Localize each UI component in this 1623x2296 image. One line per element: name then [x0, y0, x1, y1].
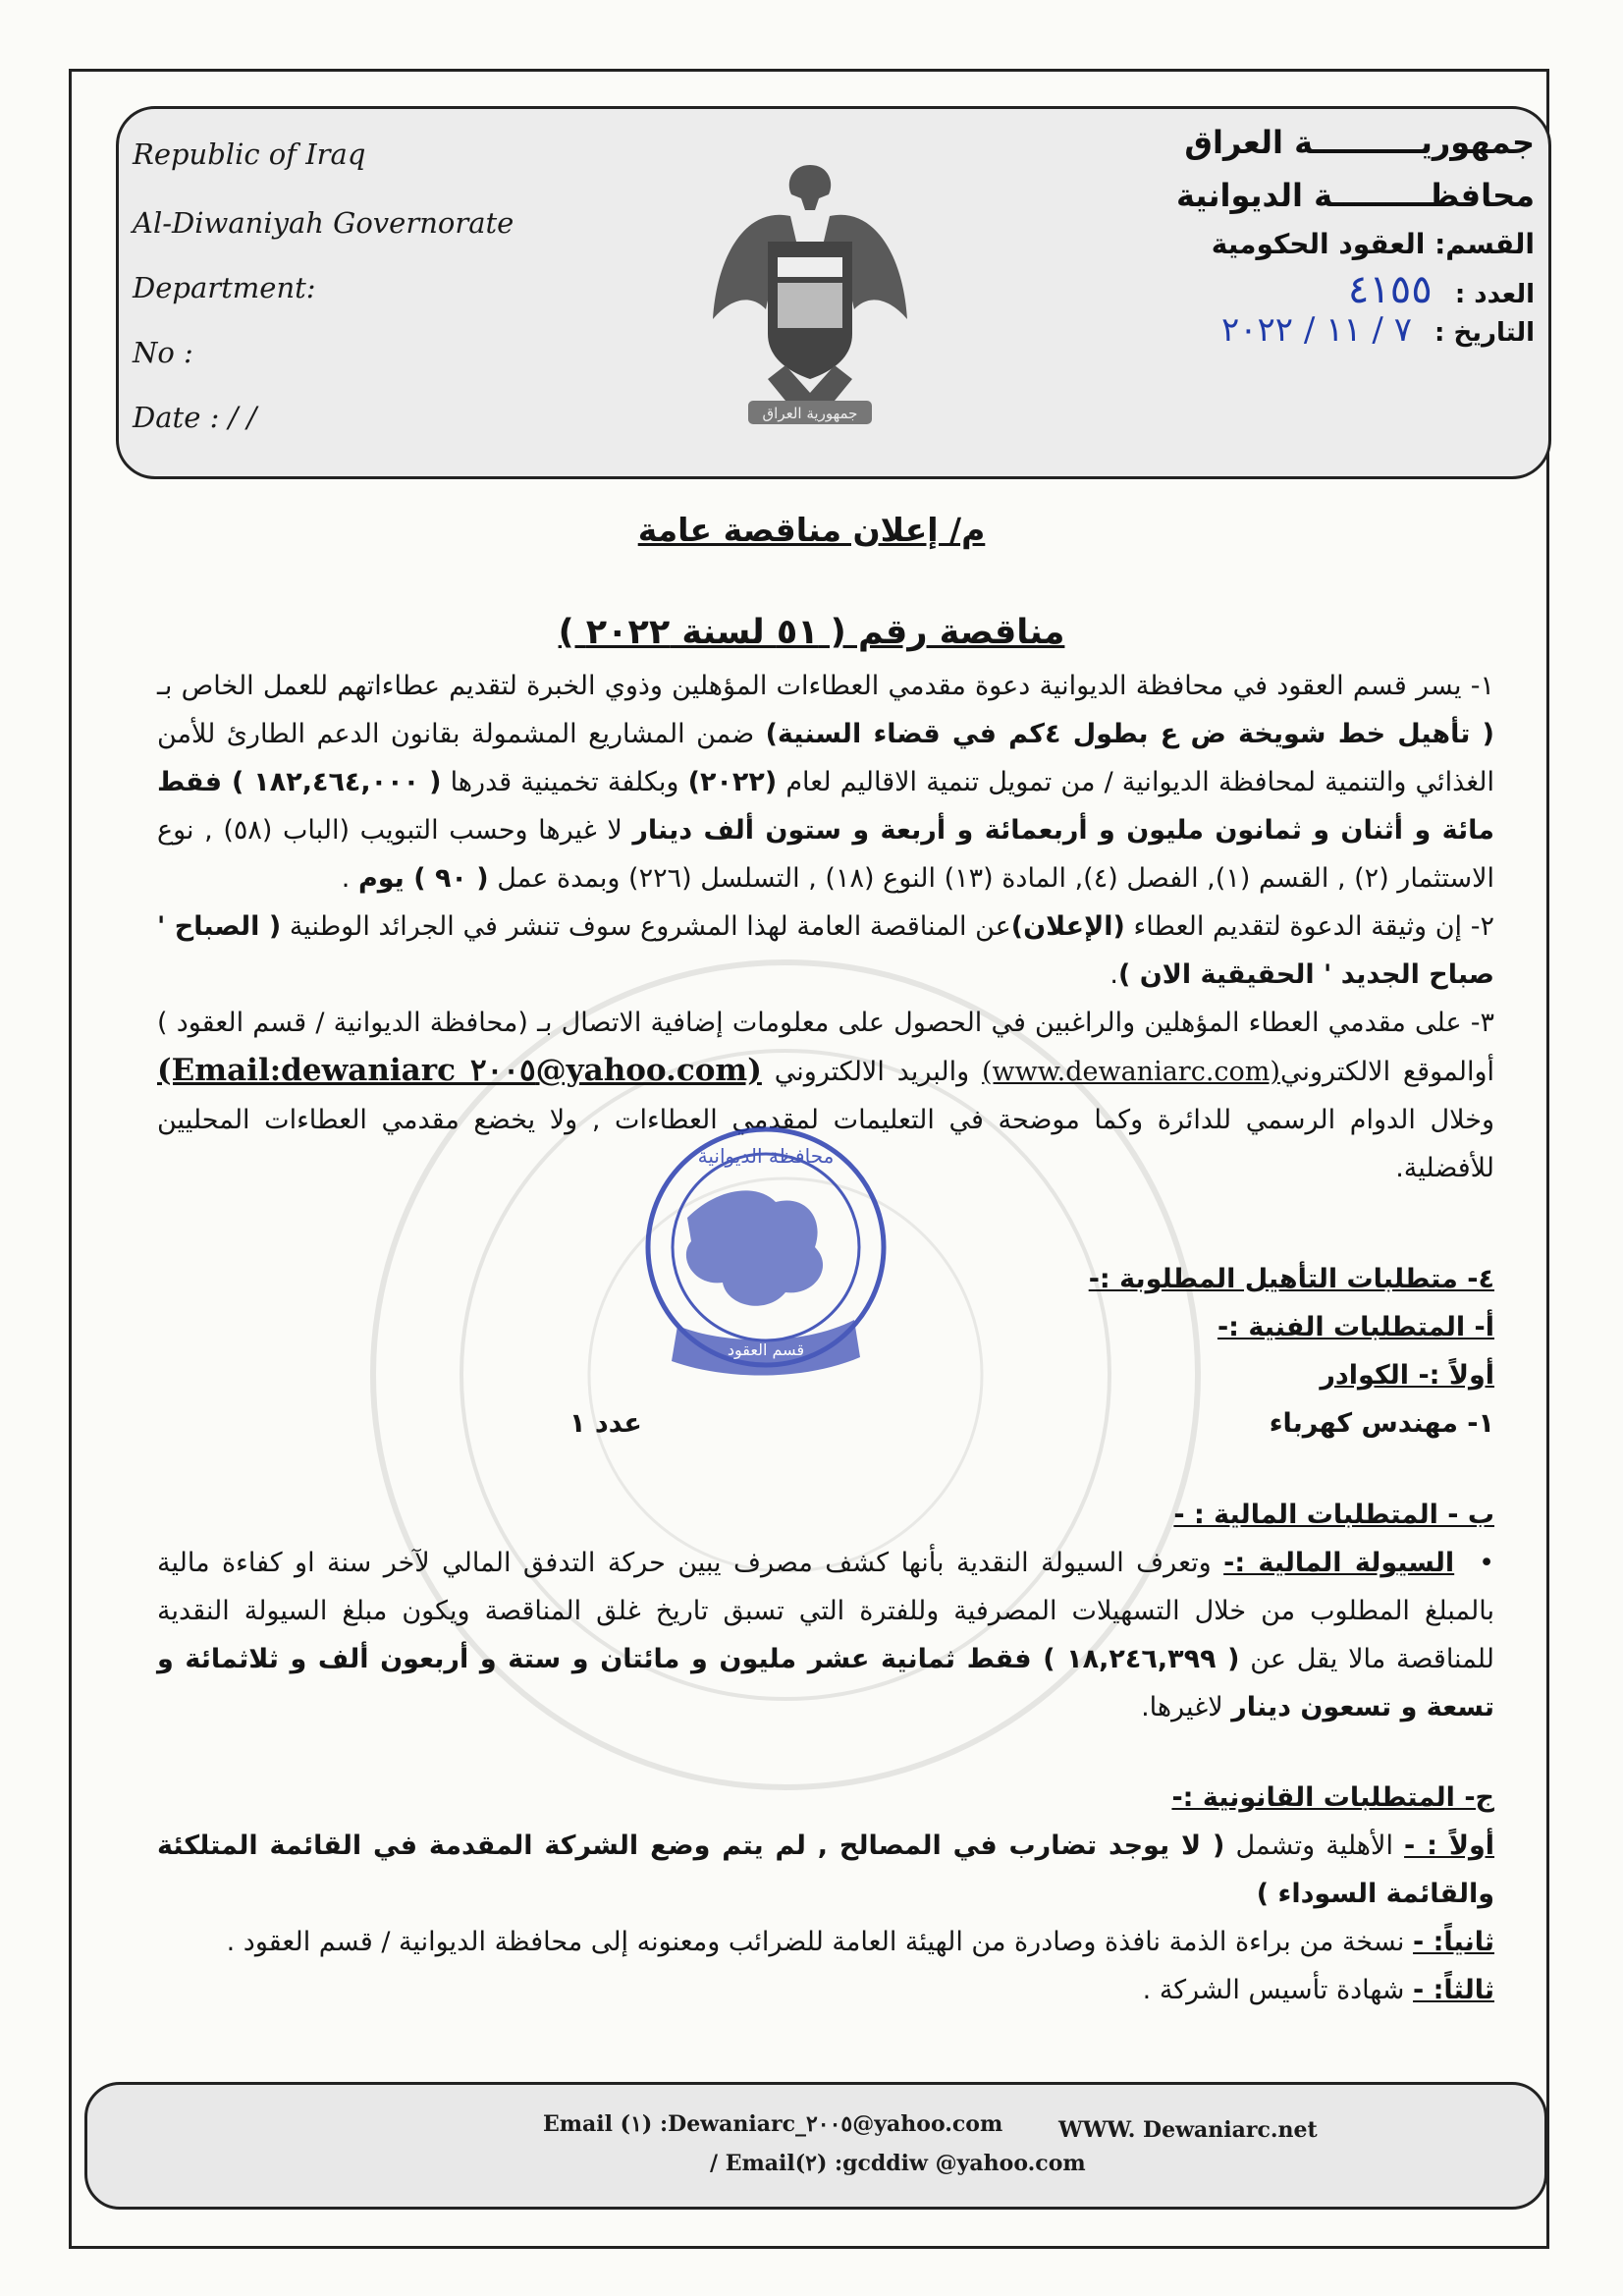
footer	[84, 2082, 1547, 2210]
announcement-title: م/ إعلان مناقصة عامة	[637, 511, 986, 549]
financial-section	[157, 1491, 1494, 1731]
ar-date-label: التاريخ :	[1434, 318, 1535, 348]
en-number: No :	[133, 336, 193, 369]
footer-email-1[interactable]: Email (١) :Dewaniarc_٢٠٠٥@yahoo.com	[543, 2111, 1003, 2137]
en-republic: Republic of Iraq	[133, 137, 366, 171]
footer-email-2[interactable]: / Email(٢) :gcddiw @yahoo.com	[710, 2151, 1086, 2176]
en-date: Date : / /	[133, 401, 257, 434]
ar-governorate: محافظـــــــــة الديوانية	[1176, 177, 1535, 214]
ar-number	[1348, 267, 1535, 312]
cadre-item: ١- مهندس كهرباء عدد ١	[157, 1399, 1494, 1448]
ar-department: القسم: العقود الحكومية	[1211, 228, 1535, 260]
ar-date	[1221, 310, 1535, 350]
emblem-caption: جمهورية العراق	[762, 405, 858, 422]
legal-third: ثالثاً: - شهادة تأسيس الشركة .	[1142, 1975, 1494, 2005]
stamp-text-top: محافظة الديوانية	[697, 1144, 835, 1168]
stamp-text-bottom: قسم العقود	[727, 1340, 805, 1359]
ar-republic: جمهوريــــــــــة العراق	[1184, 124, 1535, 161]
legal-second: ثانياً: - نسخة من براءة الذمة نافذة وصادرة من الهيئة العامة للضرائب ومعنونه إلى محافظة الديوانية / قسم العقود .	[226, 1927, 1494, 1957]
legal-heading: ج- المتطلبات القانونية :-	[1171, 1782, 1494, 1813]
ar-number-value: ٤١٥٥	[1347, 267, 1433, 312]
en-department: Department:	[133, 271, 316, 304]
paragraph-1: ١- يسر قسم العقود في محافظة الديوانية دعوة مقدمي العطاءات المؤهلين وذوي الخبرة لتقديم عطاءاتهم للعمل الخاص بـ ( تأهيل خط شويخة ض ع بطول ٤كم في قضاء السنية) ضمن المشاريع المشمولة بقانون الدعم الطارئ للأمن الغذائي والتنمية لمحافظة الديوانية / من تمويل تنمية الاقاليم لعام (٢٠٢٢) وبكلفة تخمينية قدرها ( ١٨٢,٤٦٤,٠٠٠ ) فقط مائة و أثنان و ثمانون مليون و أربعمائة و أربعة و ستون ألف دينار لا غيرها وحسب التبويب (الباب (٥٨) , نوع الاستثمار (٢) , القسم (١), الفصل (٤), المادة (١٣) النوع (١٨) , التسلسل (٢٢٦) وبمدة عمل ( ٩٠ ) يوم .	[157, 671, 1494, 894]
ar-date-value: ٧ / ١١ / ٢٠٢٢	[1220, 310, 1412, 350]
qualification-heading: ٤- متطلبات التأهيل المطلوبة :-	[1088, 1264, 1494, 1294]
cadre-count: عدد ١	[569, 1408, 642, 1439]
legal-first: أولاً : - الأهلية وتشمل ( لا يوجد تضارب في المصالح , لم يتم وضع الشركة المقدمة في القائمة المتلكئة والقائمة السوداء )	[157, 1831, 1494, 1909]
official-stamp	[609, 1100, 923, 1414]
email-link[interactable]: (Email:dewaniarc ٢٠٠٥@yahoo.com)	[157, 1053, 762, 1088]
tender-number: مناقصة رقم ( ٥١ لسنة ٢٠٢٢ )	[558, 613, 1065, 652]
en-governorate: Al-Diwaniyah Governorate	[133, 206, 514, 240]
cadre-heading: أولاً :- الكوادر	[1320, 1360, 1494, 1391]
legal-section	[157, 1774, 1494, 2014]
financial-heading: ب - المتطلبات المالية : -	[1173, 1500, 1494, 1530]
iraq-eagle-emblem	[707, 147, 913, 432]
footer-website[interactable]: WWW. Dewaniarc.net	[1058, 2117, 1318, 2143]
paragraph-2: ٢- إن وثيقة الدعوة لتقديم العطاء (الإعلان)عن المناقصة العامة لهذا المشروع سوف تنشر في الجرائد الوطنية ( الصباح ' صباح الجديد ' الحقيقية الان ).	[157, 911, 1494, 990]
ar-number-label: العدد :	[1454, 280, 1535, 309]
paragraph-3: ٣- على مقدمي العطاء المؤهلين والراغبين في الحصول على معلومات إضافية الاتصال بـ (محافظة الديوانية / قسم العقود ) أوالموقع الالكتروني(www.dewaniarc.com) والبريد الالكتروني (Email:dewaniarc ٢٠٠٥@yahoo.com) وخلال الدوام الرسمي للدائرة وكما موضحة في التعليمات لمقدمي العطاءات , ولا يخضع مقدمي العطاءات المحليين للأفضلية.	[157, 1008, 1494, 1183]
financial-paragraph: • السيولة المالية :- وتعرف السيولة النقدية بأنها كشف مصرف يبين حركة التدفق المالي لآخر سنة او كفاءة مالية بالمبلغ المطلوب من خلال التسهيلات المصرفية وللفترة التي تسبق تاريخ غلق المناقصة ويكون مبلغ السيولة النقدية للمناقصة مالا يقل عن ( ١٨,٢٤٦,٣٩٩ ) فقط ثمانية عشر مليون و مائتان و ستة و أربعون ألف و ثلاثمائة و تسعة و تسعون دينار لاغيرها.	[157, 1548, 1494, 1722]
technical-heading: أ- المتطلبات الفنية :-	[1217, 1312, 1494, 1342]
website-link[interactable]: (www.dewaniarc.com)	[981, 1057, 1280, 1087]
